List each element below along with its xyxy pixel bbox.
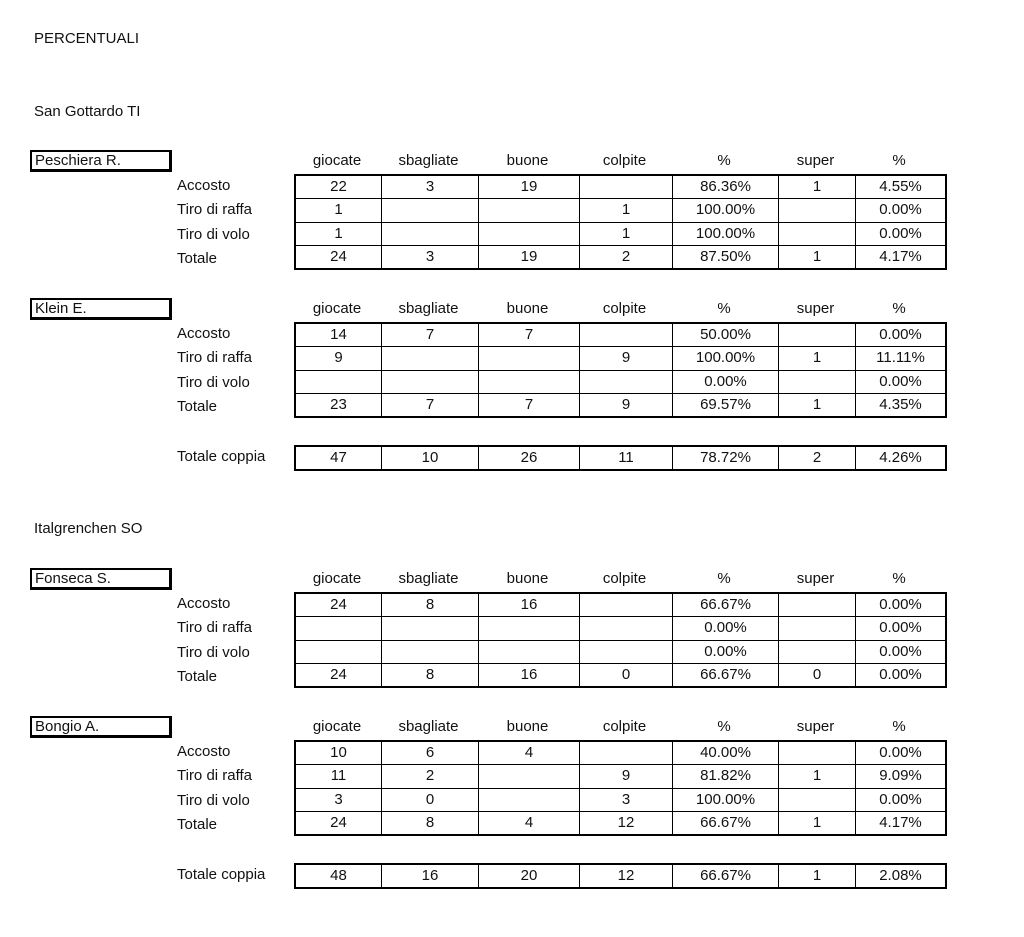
cell-pct: 40.00% [673,741,779,765]
cell-colpite [580,617,673,640]
page-title: PERCENTUALI [34,30,140,47]
cell-buone: 19 [479,245,580,269]
cell-giocate: 9 [295,347,382,370]
cell-super: 1 [779,175,856,199]
cell-colpite: 9 [580,393,673,417]
cell-pct-super: 0.00% [856,323,947,347]
cell-pct-super: 11.11% [856,347,947,370]
table-row [295,640,946,663]
column-header: % [892,152,906,169]
pair-total-label: Totale coppia [177,448,266,465]
cell-colpite: 1 [580,199,673,222]
row-label: Tiro di raffa [177,349,253,367]
cell-colpite: 11 [580,446,673,470]
cell-super: 0 [779,663,856,687]
cell-colpite: 9 [580,765,673,788]
cell-pct-super: 0.00% [856,199,947,222]
row-label: Tiro di volo [177,643,250,661]
team-name: Italgrenchen SO [34,520,143,537]
cell-sbagliate: 8 [382,811,479,835]
row-label: Tiro di raffa [177,201,253,219]
table-row [295,222,946,245]
cell-buone [479,788,580,811]
cell-giocate: 22 [295,175,382,199]
cell-pct: 100.00% [673,788,779,811]
cell-pct-super: 0.00% [856,663,947,687]
cell-colpite [580,640,673,663]
cell-giocate: 24 [295,593,382,617]
cell-pct: 100.00% [673,222,779,245]
cell-pct: 100.00% [673,199,779,222]
pair-total-table [294,863,947,889]
table-row [295,765,946,788]
player-stats-table [294,322,947,418]
table-row [295,370,946,393]
cell-pct: 0.00% [673,617,779,640]
cell-sbagliate [382,640,479,663]
cell-giocate: 10 [295,741,382,765]
cell-sbagliate: 8 [382,593,479,617]
cell-buone: 26 [479,446,580,470]
cell-buone: 19 [479,175,580,199]
cell-giocate: 11 [295,765,382,788]
table-row [295,199,946,222]
table-row [295,617,946,640]
cell-sbagliate [382,199,479,222]
cell-buone [479,347,580,370]
column-header: buone [506,570,549,587]
cell-giocate: 47 [295,446,382,470]
column-header: super [796,718,835,735]
cell-giocate: 24 [295,811,382,835]
column-header: % [892,300,906,317]
column-header: colpite [602,570,647,587]
cell-sbagliate: 2 [382,765,479,788]
column-header: colpite [602,300,647,317]
row-label: Tiro di volo [177,225,250,243]
column-header: sbagliate [398,300,459,317]
cell-buone [479,222,580,245]
cell-colpite: 0 [580,663,673,687]
table-row [295,347,946,370]
row-label: Accosto [177,595,231,612]
cell-pct: 50.00% [673,323,779,347]
column-header: buone [506,300,549,317]
row-label: Accosto [177,325,231,342]
cell-sbagliate: 10 [382,446,479,470]
cell-pct: 87.50% [673,245,779,269]
cell-pct-super: 2.08% [856,864,947,888]
column-header: % [717,718,731,735]
column-header: giocate [312,718,362,735]
cell-super [779,788,856,811]
cell-pct-super: 4.55% [856,175,947,199]
team-name: San Gottardo TI [34,103,141,120]
cell-pct: 0.00% [673,370,779,393]
cell-pct-super: 0.00% [856,370,947,393]
table-row [295,593,946,617]
cell-sbagliate: 3 [382,175,479,199]
column-header: giocate [312,300,362,317]
row-label: Tiro di volo [177,791,250,809]
player-stats-table [294,174,947,270]
cell-sbagliate [382,222,479,245]
cell-giocate [295,617,382,640]
cell-super [779,222,856,245]
cell-pct-super: 4.35% [856,393,947,417]
cell-buone [479,370,580,393]
table-row [295,864,946,888]
cell-pct: 81.82% [673,765,779,788]
cell-pct: 66.67% [673,864,779,888]
cell-giocate: 1 [295,199,382,222]
cell-buone: 16 [479,593,580,617]
cell-buone: 7 [479,323,580,347]
cell-colpite [580,370,673,393]
cell-super: 1 [779,245,856,269]
cell-pct: 66.67% [673,663,779,687]
table-row [295,323,946,347]
cell-giocate: 24 [295,663,382,687]
cell-sbagliate: 6 [382,741,479,765]
cell-sbagliate: 7 [382,393,479,417]
table-row [295,788,946,811]
cell-pct-super: 0.00% [856,617,947,640]
cell-pct-super: 0.00% [856,788,947,811]
cell-super: 1 [779,393,856,417]
column-header: sbagliate [398,718,459,735]
cell-colpite: 2 [580,245,673,269]
cell-super [779,617,856,640]
cell-sbagliate: 8 [382,663,479,687]
cell-super [779,640,856,663]
cell-pct-super: 4.17% [856,245,947,269]
column-header: buone [506,718,549,735]
column-header: % [892,718,906,735]
cell-colpite: 3 [580,788,673,811]
cell-buone [479,199,580,222]
row-label: Totale [177,815,218,833]
cell-buone [479,765,580,788]
cell-pct: 100.00% [673,347,779,370]
row-label: Totale [177,667,218,685]
cell-giocate [295,370,382,393]
column-header: super [796,570,835,587]
table-row [295,175,946,199]
column-header: % [717,152,731,169]
cell-super: 1 [779,765,856,788]
row-label: Tiro di volo [177,373,250,391]
cell-colpite [580,741,673,765]
cell-sbagliate [382,370,479,393]
cell-pct: 66.67% [673,811,779,835]
table-row [295,446,946,470]
player-stats-table [294,740,947,836]
player-stats-table [294,592,947,688]
pair-total-table [294,445,947,471]
cell-pct-super: 0.00% [856,640,947,663]
column-header: super [796,300,835,317]
table-row [295,741,946,765]
table-row [295,811,946,835]
cell-pct: 66.67% [673,593,779,617]
row-label: Accosto [177,743,231,760]
cell-pct: 0.00% [673,640,779,663]
row-label: Accosto [177,177,231,194]
column-header: % [892,570,906,587]
column-header: sbagliate [398,152,459,169]
column-header: giocate [312,570,362,587]
pair-total-label: Totale coppia [177,866,266,883]
cell-pct: 69.57% [673,393,779,417]
cell-buone: 7 [479,393,580,417]
cell-pct: 78.72% [673,446,779,470]
cell-super [779,370,856,393]
cell-colpite: 12 [580,864,673,888]
column-header: colpite [602,152,647,169]
cell-super: 1 [779,864,856,888]
row-label: Totale [177,249,218,267]
cell-colpite [580,175,673,199]
cell-giocate: 1 [295,222,382,245]
cell-buone: 16 [479,663,580,687]
cell-sbagliate [382,617,479,640]
player-name-box: Fonseca S. [30,568,172,590]
cell-sbagliate: 0 [382,788,479,811]
cell-super [779,741,856,765]
row-label: Totale [177,397,218,415]
cell-giocate: 48 [295,864,382,888]
cell-giocate: 24 [295,245,382,269]
cell-giocate [295,640,382,663]
cell-pct-super: 9.09% [856,765,947,788]
column-header: buone [506,152,549,169]
cell-buone [479,640,580,663]
cell-super [779,323,856,347]
cell-buone: 20 [479,864,580,888]
column-header: sbagliate [398,570,459,587]
cell-giocate: 3 [295,788,382,811]
cell-pct-super: 4.26% [856,446,947,470]
cell-pct-super: 0.00% [856,222,947,245]
cell-pct-super: 4.17% [856,811,947,835]
cell-colpite: 9 [580,347,673,370]
cell-colpite [580,323,673,347]
cell-buone: 4 [479,811,580,835]
cell-colpite: 1 [580,222,673,245]
table-row [295,663,946,687]
cell-sbagliate: 3 [382,245,479,269]
cell-buone [479,617,580,640]
row-label: Tiro di raffa [177,619,253,637]
cell-buone: 4 [479,741,580,765]
cell-giocate: 23 [295,393,382,417]
column-header: % [717,300,731,317]
cell-pct-super: 0.00% [856,593,947,617]
cell-pct: 86.36% [673,175,779,199]
column-header: colpite [602,718,647,735]
column-header: super [796,152,835,169]
cell-pct-super: 0.00% [856,741,947,765]
cell-super [779,199,856,222]
player-name-box: Peschiera R. [30,150,172,172]
row-label: Tiro di raffa [177,767,253,785]
player-name-box: Bongio A. [30,716,172,738]
table-row [295,393,946,417]
cell-super: 1 [779,347,856,370]
cell-super [779,593,856,617]
cell-sbagliate: 7 [382,323,479,347]
cell-giocate: 14 [295,323,382,347]
column-header: giocate [312,152,362,169]
table-row [295,245,946,269]
cell-sbagliate: 16 [382,864,479,888]
cell-super: 1 [779,811,856,835]
column-header: % [717,570,731,587]
cell-colpite [580,593,673,617]
cell-sbagliate [382,347,479,370]
cell-super: 2 [779,446,856,470]
cell-colpite: 12 [580,811,673,835]
player-name-box: Klein E. [30,298,172,320]
